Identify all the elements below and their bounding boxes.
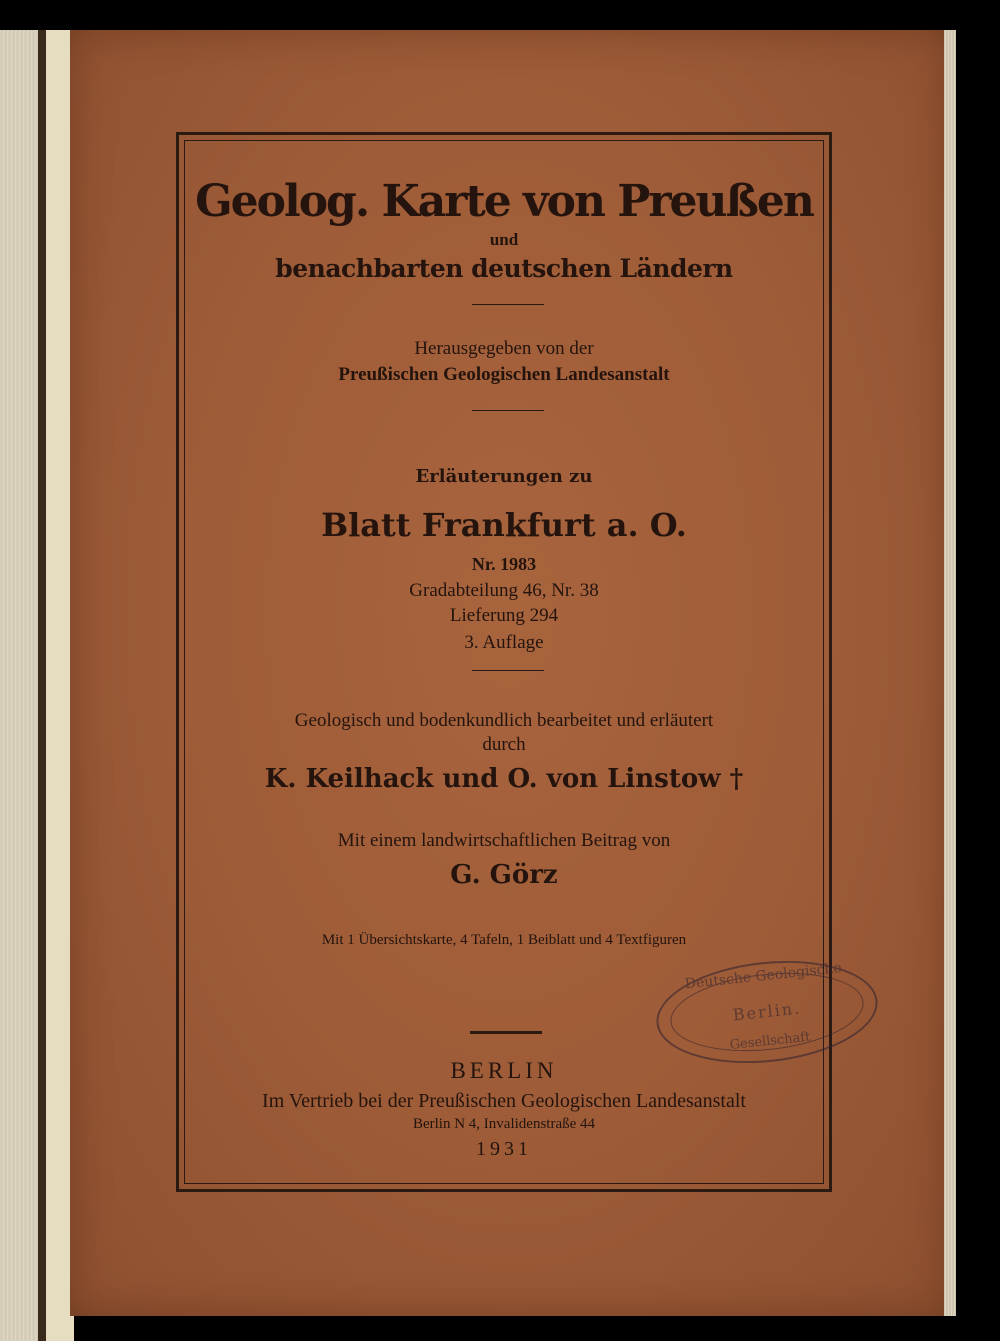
subtitle: benachbarten deutschen Ländern <box>275 254 733 283</box>
stamp-top-text: Deutsche Geologische <box>684 960 843 993</box>
imprint-city: BERLIN <box>450 1058 558 1083</box>
sheet-name: Blatt Frankfurt a. O. <box>321 506 687 544</box>
main-title: Geolog. Karte von Preußen <box>195 176 813 227</box>
spine-gap <box>38 30 46 1341</box>
contents-note: Mit 1 Übersichtskarte, 4 Tafeln, 1 Beiblatt und 4 Textfiguren <box>321 932 687 948</box>
stamp-bottom-text: Gesellschaft <box>729 1029 812 1054</box>
divider-2 <box>472 410 544 411</box>
sheet-auflage: 3. Auflage <box>464 632 544 653</box>
sheet-number: Nr. 1983 <box>471 554 537 574</box>
publisher-line-2: Preußischen Geologischen Landesanstalt <box>338 364 670 385</box>
sheet-intro: Erläuterungen zu <box>415 466 593 487</box>
stamp-middle-text: Berlin. <box>731 998 803 1025</box>
page-block-edge <box>944 30 956 1316</box>
authors-intro-2: durch <box>482 734 526 755</box>
imprint-year: 1931 <box>476 1138 532 1160</box>
divider-4 <box>470 1031 542 1034</box>
book-spine-cloth <box>0 30 40 1341</box>
publisher-line-1: Herausgegeben von der <box>414 338 594 359</box>
contributor-name: G. Görz <box>450 860 558 890</box>
divider-1 <box>472 304 544 305</box>
imprint-address: Berlin N 4, Invalidenstraße 44 <box>412 1116 596 1132</box>
imprint-distribution: Im Vertrieb bei der Preußischen Geologischen Landesanstalt <box>262 1090 746 1112</box>
authors-names: K. Keilhack und O. von Linstow † <box>264 764 744 794</box>
sheet-lieferung: Lieferung 294 <box>449 605 559 626</box>
divider-3 <box>472 670 544 671</box>
contributor-intro: Mit einem landwirtschaftlichen Beitrag von <box>337 830 671 851</box>
sheet-gradabteilung: Gradabteilung 46, Nr. 38 <box>409 580 599 601</box>
authors-intro-1: Geologisch und bodenkundlich bearbeitet und erläutert <box>294 710 714 731</box>
title-und: und <box>489 230 519 249</box>
